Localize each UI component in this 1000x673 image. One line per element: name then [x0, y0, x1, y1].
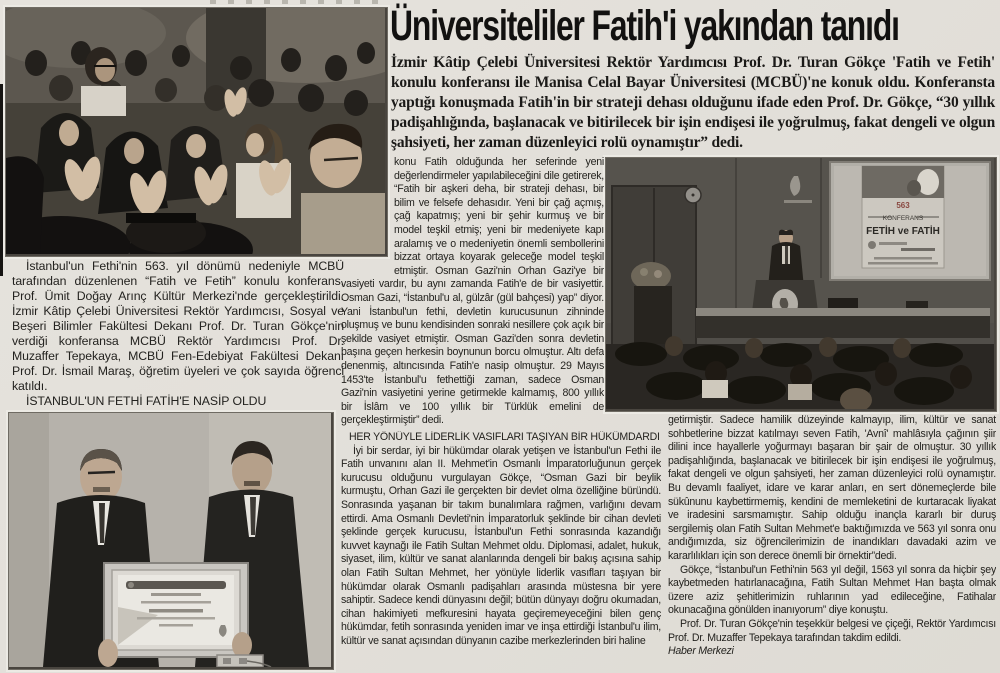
poster-konferans-label: KONFERANS — [882, 215, 924, 222]
certificate-photo — [8, 412, 334, 670]
microphone-stand — [906, 301, 928, 308]
conference-photo-art — [606, 158, 994, 409]
article-column-middle-upper — [341, 156, 604, 432]
byline: Haber Merkezi — [668, 645, 734, 658]
article-part3: getirmiştir. Sadece hamilik düzeyinde kalmayıp, ilim, kültür ve sanat sohbetlerine bizzat katılmayı seven Fatih, 'Avnî' mahlâsıyla çağının şiir dilini ince hayallerle yoğurmayı başaran bir şair de olmuştur. 30 yıllık padişahlığında, başlanacak ve bitirilecek bir işin endişesi ile yoğrulmuş, fakat dengeli ve olgun şahsiyeti, her zaman düzenleyici rolü oynamıştır. Bu devamlı faaliyet, idare ve karar anları, en sert dönemeçlerde bile sükûnunu kaybettirmemiş, kendini de memleketini de kurtaracak liyakat ve iradesini sarsmamıştır. Sahip olduğu inançla kararlı bir duruş sergilemiş olan Fatih Sultan Mehmet'e baktığımızda ve 563 yıl sonra onu andığımızda, siz öğrencilerimizin de inandıkları davadaki azim ve kararlılıkları için son derece önemli bir örnektir”dedi. — [668, 414, 996, 562]
laptop — [828, 298, 858, 308]
photo-wrap-spacer — [341, 156, 394, 265]
article-part1: konu Fatih olduğunda her seferinde yeni değerlendirmeler yapılabileceğini dile getirerek, “Fatih bir aşkeri deha, bir strateji dehası, bir bilim ve felsefe dehasıdır. Yeni bir çağ açmış, çağ kapatmış; yeni bir şehir kurmuş ve bir model teşkil etmiş; yeni bir medeniyete kapı aralamış ve o medeniyetin önemli sembollerini bizzat ortaya koyarak geleceğe model teşkil etmiştir. Osman Gazi'nin Orhan Gazi'ye bir vasiyeti vardır, bu aynı zamanda Fatih'e de bir vasiyettir. Osman Gazi, “İstanbul'u al, gülzâr (gül bahçesi) yap” diyor. Yani İstanbul'un fethi, devletin kurucusunun zihninde oluşmuş ve bunu kendisinden sonraki nesillere çok açık bir şekilde vasiyet etmiştir. Osman Gazi'den sonra devletin başına geçen herkesin boynunun borcu olmuştur. Altı defa denenmiş, altıncısında Fatih'e nasip olmuştur. 29 Mayıs 1453'te İstanbul'u fethettiği zaman, sadece Osman Gazi'nin vasiyetini yerine getirmekle kalmamış, 800 yıllık bir İslâm ve 100 yıllık bir Türklük emelini de gerçekleştirmiştir” dedi. — [341, 156, 604, 427]
article-part4: Gökçe, “İstanbul'un Fethi'nin 563 yıl değil, 1563 yıl sonra da hiçbir şey kaybetmeden hatırlanacağına, Fatih Sultan Mehmet Han başta olmak üzere aziz şehitlerimizin ruhlarının yad edileceğine, Fatihalar okunacağına gönülden inanıyorum” diye konuştu. — [668, 563, 996, 617]
subhead-liderlik: HER YÖNÜYLE LİDERLİK VASIFLARI TAŞIYAN BİR HÜKÜMDARDI — [349, 431, 660, 443]
headline: Üniversiteliler Fatih'i yakından tanıdı — [390, 2, 899, 50]
scan-edge-artifact — [0, 84, 3, 276]
article-part2: İyi bir serdar, iyi bir hükümdar olarak yetişen ve İstanbul'un Fethi ile Fatih unvanını alan II. Mehmet'in Osmanlı İmparatorluğunun gerçek kurucusu olduğunu vurgulayan Gökçe, “Osman Gazi bir beylik kurmuştu, Orhan Gazi ile gerçekten bir devlet olma özelliğine büründü. Sonrasında yaşanan bir takım bunalımlara rağmen, varlığını devam ettirdi. Ama Osmanlı Devleti'nin İmparatorluk şeklinde bir cihan devleti şeklinde gerçek kurucusu, İstanbul'un Fethi sonrasında kazandığı kuvvet kaynağı ile Fatih Sultan Mehmet oldu. Diplomasi, adalet, hukuk, siyaset, ilim, kültür ve sanat alanlarında dengeli bir bakış açısına sahip olan Fatih Sultan Mehmet, her yönüyle liderlik vasıfları taşıyan bir hükümdar olarak Osmanlı padişahları arasında müstesna bir yere sahiptir. Sadece kendi dünyasını değil; bütün dünyayı doğru okumadan, cihan hakimiyeti mefkuresini hayata geçiremeyeceğini bilen genç hükümdar, fetih sonrasında yeniden imar ve inşa ettirdiği İstanbul'u ilim, kültür ve sanat açısından dünyanın cazibe merkezlerinden biri haline — [341, 444, 661, 647]
flower-bouquet — [631, 262, 672, 352]
subhead-fetih-nasip: İSTANBUL'UN FETHİ FATİH'E NASİP OLDU — [26, 394, 267, 408]
certificate-photo-art — [9, 413, 331, 667]
scan-top-artifact — [210, 0, 390, 4]
article-column-middle-lower — [341, 431, 661, 672]
clock-icon — [685, 187, 701, 203]
poster-title: FETİH ve FATİH — [866, 226, 940, 237]
poster-slide — [862, 166, 944, 268]
photo-caption: İstanbul'un Fethi'nin 563. yıl dönümü nedeniyle MCBÜ tarafından düzenlenen “Fatih ve Fetih” konulu konferans, Prof. Ümit Doğay Arınç Kültür Merkezi'nde gerçekleştirildi. İzmir Kâtip Çelebi Üniversitesi Rektör Yardımcısı, Sosyal ve Beşeri Bilimler Fakültesi Dekanı Prof. Dr. Turan Gökçe'nin verdiği konferansa MCBÜ Rektör Yardımcısı Prof. Dr. Muzaffer Tepekaya, MCBÜ Fen-Edebiyat Fakültesi Dekanı Prof. Dr. İsmail Maraş, öğretim üyeleri ve çok sayıda öğrenci katıldı. — [12, 259, 344, 393]
certificate-frame — [104, 563, 248, 657]
article-column-right — [668, 414, 996, 672]
article-part5: Prof. Dr. Turan Gökçe'nin teşekkür belgesi ve çiçeği, Rektör Yardımcısı Prof. Dr. Muzaffer Tepekaya tarafından takdim edildi. — [668, 617, 996, 644]
wall-outlet-icon — [217, 655, 271, 667]
poster-number: 563 — [896, 201, 910, 210]
conference-photo — [605, 157, 997, 412]
lede-paragraph: İzmir Kâtip Çelebi Üniversitesi Rektör Yardımcısı Prof. Dr. Turan Gökçe 'Fatih ve Fetih' konulu konferansı ile Manisa Celal Bayar Üniversitesi (MCBÜ)'ne konuk oldu. Konferansta yaptığı konuşmada Fatih'in bir strateji dehası olduğunu ifade eden Prof. Dr. Gökçe, “30 yıllık padişahlığında, başlanacak ve bitirilecek bir işin endişesi ile yoğrulmuş, fakat dengeli ve olgun şahsiyeti, her zaman düzenleyici rolü oynamıştır” dedi. — [391, 54, 995, 151]
audience-photo — [5, 7, 388, 257]
audience-photo-art — [6, 8, 385, 254]
photo-caption-column — [12, 259, 344, 424]
